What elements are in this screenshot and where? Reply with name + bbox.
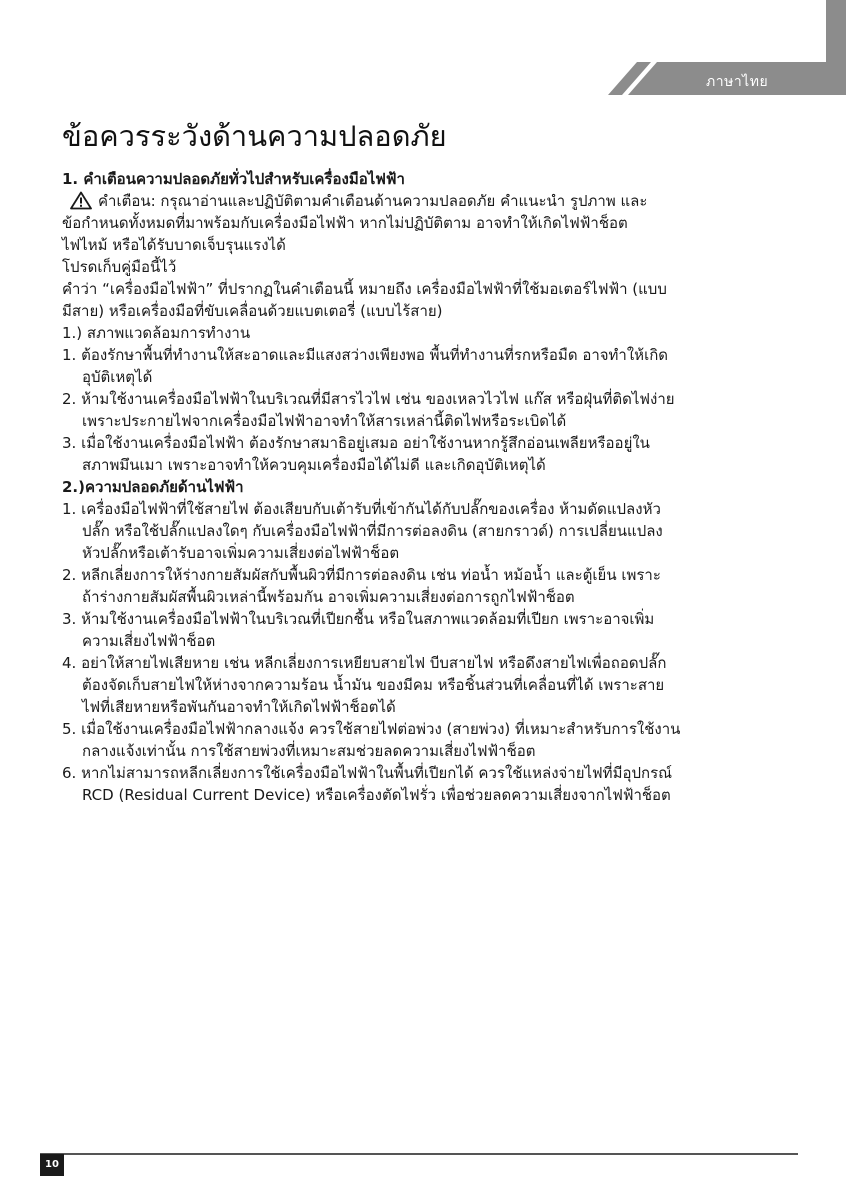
definition-line-1: คำว่า “เครื่องมือไฟฟ้า” ที่ปรากฏในคำเตือนนี้ หมายถึง เครื่องมือไฟฟ้าที่ใช้มอเตอร์ไฟฟ้า (แบบ [62, 280, 667, 298]
item-line: 3. ห้ามใช้งานเครื่องมือไฟฟ้าในบริเวณที่เปียกชื้น หรือในสภาพแวดล้อมที่เปียก เพราะอาจเพิ่ม [62, 610, 655, 628]
definition-line-2: มีสาย) หรือเครื่องมือที่ขับเคลื่อนด้วยแบตเตอรี่ (แบบไร้สาย) [62, 302, 443, 320]
item-line: อุบัติเหตุได้ [82, 368, 153, 386]
footer-divider [40, 1153, 798, 1155]
item-line: 2. ห้ามใช้งานเครื่องมือไฟฟ้าในบริเวณที่มีสารไวไฟ เช่น ของเหลวไวไฟ แก๊ส หรือฝุ่นที่ติดไฟง่าย [62, 390, 675, 408]
item-line: ต้องจัดเก็บสายไฟให้ห่างจากความร้อน น้ำมัน ของมีคม หรือชิ้นส่วนที่เคลื่อนที่ได้ เพราะสาย [82, 676, 665, 694]
warning-paragraph [62, 190, 792, 256]
list-item [62, 762, 792, 806]
list-item [62, 388, 792, 432]
warning-line-2: ข้อกำหนดทั้งหมดที่มาพร้อมกับเครื่องมือไฟฟ้า หากไม่ปฏิบัติตาม อาจทำให้เกิดไฟฟ้าช็อต [62, 214, 628, 232]
keep-manual-text: โปรดเก็บคู่มือนี้ไว้ [62, 258, 177, 276]
item-line: ไฟที่เสียหายหรือพันกันอาจทำให้เกิดไฟฟ้าช็อตได้ [82, 698, 396, 716]
item-line: ความเสี่ยงไฟฟ้าช็อต [82, 632, 216, 650]
item-line: 3. เมื่อใช้งานเครื่องมือไฟฟ้า ต้องรักษาสมาธิอยู่เสมอ อย่าใช้งานหากรู้สึกอ่อนเพลียหรืออยู่ใน [62, 434, 650, 452]
list-item [62, 652, 792, 718]
item-line: ปลั๊ก หรือใช้ปลั๊กแปลงใดๆ กับเครื่องมือไฟฟ้าที่มีการต่อลงดิน (สายกราวด์) การเปลี่ยนแปลง [82, 522, 663, 540]
list-item [62, 564, 792, 608]
item-line: สภาพมึนเมา เพราะอาจทำให้ควบคุมเครื่องมือได้ไม่ดี และเกิดอุบัติเหตุได้ [82, 456, 546, 474]
page-number: 10 [40, 1154, 64, 1176]
warning-line-3: ไฟไหม้ หรือได้รับบาดเจ็บรุนแรงได้ [62, 236, 286, 254]
item-line: 1. ต้องรักษาพื้นที่ทำงานให้สะอาดและมีแสงสว่างเพียงพอ พื้นที่ทำงานที่รกหรือมืด อาจทำให้เกิด [62, 346, 669, 364]
work-area-subheading: 1.) สภาพแวดล้อมการทำงาน [62, 324, 251, 342]
list-item [62, 432, 792, 476]
item-line: เพราะประกายไฟจากเครื่องมือไฟฟ้าอาจทำให้สารเหล่านี้ติดไฟหรือระเบิดได้ [82, 412, 567, 430]
list-item [62, 498, 792, 564]
list-item [62, 344, 792, 388]
item-line: 1. เครื่องมือไฟฟ้าที่ใช้สายไฟ ต้องเสียบกับเต้ารับที่เข้ากันได้กับปลั๊กของเครื่อง ห้ามดัดแปลงหัว [62, 500, 661, 518]
item-line: ถ้าร่างกายสัมผัสพื้นผิวเหล่านี้พร้อมกัน อาจเพิ่มความเสี่ยงต่อการถูกไฟฟ้าช็อต [82, 588, 575, 606]
item-line: 6. หากไม่สามารถหลีกเลี่ยงการใช้เครื่องมือไฟฟ้าในพื้นที่เปียกได้ ควรใช้แหล่งจ่ายไฟที่มีอุปกรณ์ [62, 764, 673, 782]
item-line: กลางแจ้งเท่านั้น การใช้สายพ่วงที่เหมาะสมช่วยลดความเสี่ยงไฟฟ้าช็อต [82, 742, 536, 760]
warning-text-1: คำเตือน: กรุณาอ่านและปฏิบัติตามคำเตือนด้านความปลอดภัย คำแนะนำ รูปภาพ และ [98, 192, 648, 210]
item-line: หัวปลั๊กหรือเต้ารับอาจเพิ่มความเสี่ยงต่อไฟฟ้าช็อต [82, 544, 400, 562]
section1-heading: 1. คำเตือนความปลอดภัยทั่วไปสำหรับเครื่องมือไฟฟ้า [62, 170, 405, 188]
warning-line-1 [62, 190, 792, 212]
definition-paragraph [62, 278, 792, 322]
main-content [62, 116, 792, 806]
language-label: ภาษาไทย [706, 74, 769, 90]
item-line: 5. เมื่อใช้งานเครื่องมือไฟฟ้ากลางแจ้ง ควรใช้สายไฟต่อพ่วง (สายพ่วง) ที่เหมาะสำหรับการใช้งาน [62, 720, 681, 738]
list-item [62, 608, 792, 652]
item-line: 2. หลีกเลี่ยงการให้ร่างกายสัมผัสกับพื้นผิวที่มีการต่อลงดิน เช่น ท่อน้ำ หม้อน้ำ และตู้เย็น เพราะ [62, 566, 661, 584]
item-line: 4. อย่าให้สายไฟเสียหาย เช่น หลีกเลี่ยงการเหยียบสายไฟ บีบสายไฟ หรือดึงสายไฟเพื่อถอดปลั๊ก [62, 654, 667, 672]
list-item [62, 718, 792, 762]
warning-triangle-icon [70, 191, 92, 210]
page-title: ข้อควรระวังด้านความปลอดภัย [62, 119, 447, 153]
section2-heading: 2.)ความปลอดภัยด้านไฟฟ้า [62, 478, 244, 496]
item-line: RCD (Residual Current Device) หรือเครื่องตัดไฟรั่ว เพื่อช่วยลดความเสี่ยงจากไฟฟ้าช็อต [82, 786, 671, 804]
